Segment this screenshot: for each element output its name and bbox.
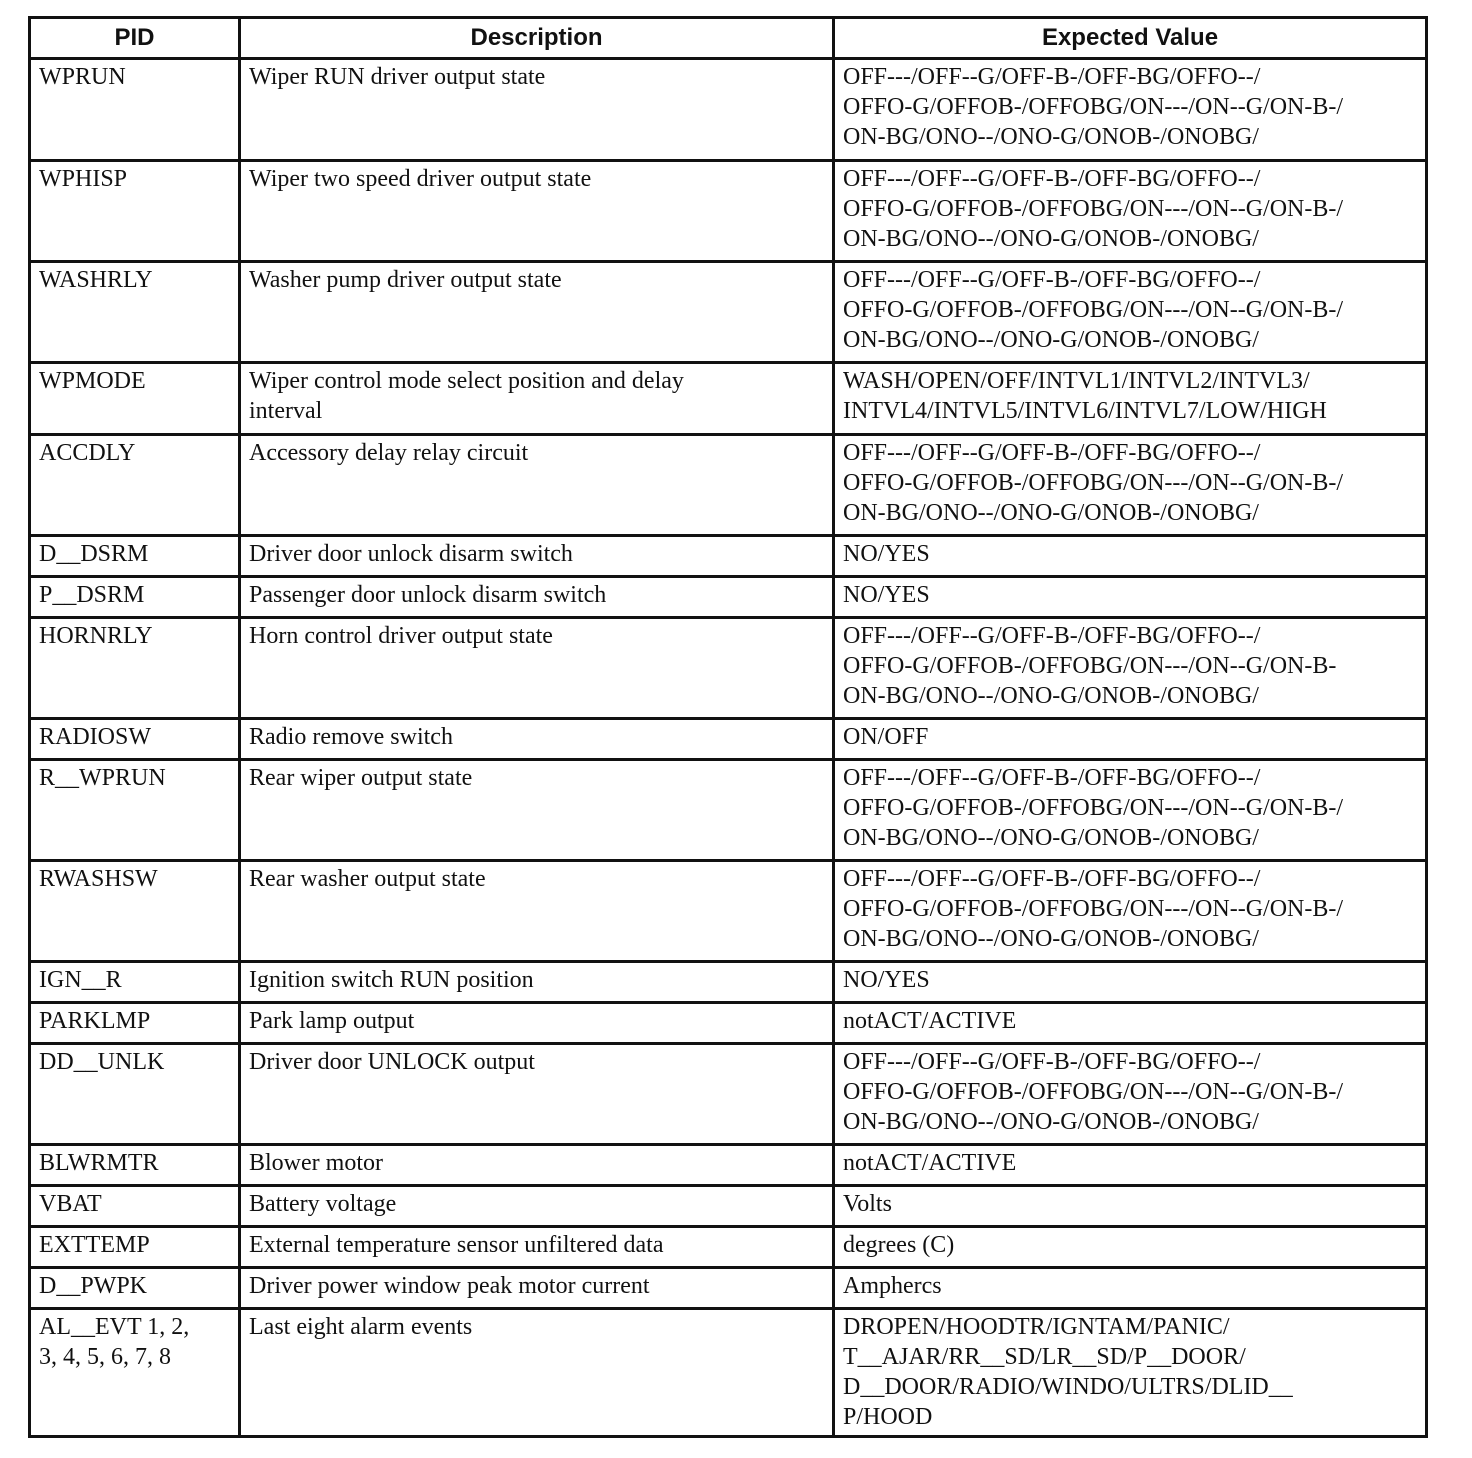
table-row (30, 1003, 1427, 1044)
expected-value-cell: NO/YES (834, 577, 1427, 618)
header-row (30, 18, 1427, 59)
expected-value-cell: degrees (C) (834, 1227, 1427, 1268)
pid-cell: WASHRLY (30, 262, 240, 363)
description-cell: Accessory delay relay circuit (240, 435, 834, 536)
description-cell: Rear washer output state (240, 861, 834, 962)
description-cell: Horn control driver output state (240, 618, 834, 719)
table-row (30, 161, 1427, 262)
expected-value-cell: Amphercs (834, 1268, 1427, 1309)
description-cell: Rear wiper output state (240, 760, 834, 861)
description-cell: Park lamp output (240, 1003, 834, 1044)
description-cell: Passenger door unlock disarm switch (240, 577, 834, 618)
expected-value-cell: NO/YES (834, 536, 1427, 577)
table-row (30, 363, 1427, 435)
expected-value-cell: notACT/ACTIVE (834, 1003, 1427, 1044)
description-cell: Driver power window peak motor current (240, 1268, 834, 1309)
table-row (30, 59, 1427, 161)
table-row (30, 1268, 1427, 1309)
expected-value-cell: OFF---/OFF--G/OFF-B-/OFF-BG/OFFO--/ OFFO-G/OFFOB-/OFFOBG/ON---/ON--G/ON-B-/ ON-BG/ONO--/ONO-G/ONOB-/ONOBG/ (834, 59, 1427, 161)
pid-cell: AL__EVT 1, 2, 3, 4, 5, 6, 7, 8 (30, 1309, 240, 1437)
header-pid: PID (30, 18, 240, 59)
expected-value-cell: OFF---/OFF--G/OFF-B-/OFF-BG/OFFO--/ OFFO-G/OFFOB-/OFFOBG/ON---/ON--G/ON-B- ON-BG/ONO--/ONO-G/ONOB-/ONOBG/ (834, 618, 1427, 719)
expected-value-cell: WASH/OPEN/OFF/INTVL1/INTVL2/INTVL3/ INTVL4/INTVL5/INTVL6/INTVL7/LOW/HIGH (834, 363, 1427, 435)
pid-cell: RWASHSW (30, 861, 240, 962)
header-expected-value: Expected Value (834, 18, 1427, 59)
expected-value-cell: Volts (834, 1186, 1427, 1227)
table-row (30, 262, 1427, 363)
table-row (30, 1044, 1427, 1145)
expected-value-cell: OFF---/OFF--G/OFF-B-/OFF-BG/OFFO--/ OFFO-G/OFFOB-/OFFOBG/ON---/ON--G/ON-B-/ ON-BG/ONO--/ONO-G/ONOB-/ONOBG/ (834, 435, 1427, 536)
pid-cell: D__PWPK (30, 1268, 240, 1309)
description-cell: Ignition switch RUN position (240, 962, 834, 1003)
pid-cell: IGN__R (30, 962, 240, 1003)
table-row (30, 1227, 1427, 1268)
pid-cell: HORNRLY (30, 618, 240, 719)
description-cell: Wiper RUN driver output state (240, 59, 834, 161)
pid-cell: VBAT (30, 1186, 240, 1227)
table-row (30, 618, 1427, 719)
pid-cell: P__DSRM (30, 577, 240, 618)
pid-cell: WPRUN (30, 59, 240, 161)
description-cell: Washer pump driver output state (240, 262, 834, 363)
pid-cell: D__DSRM (30, 536, 240, 577)
expected-value-cell: OFF---/OFF--G/OFF-B-/OFF-BG/OFFO--/ OFFO-G/OFFOB-/OFFOBG/ON---/ON--G/ON-B-/ ON-BG/ONO--/ONO-G/ONOB-/ONOBG/ (834, 861, 1427, 962)
table-row (30, 1145, 1427, 1186)
description-cell: Wiper two speed driver output state (240, 161, 834, 262)
description-cell: External temperature sensor unfiltered data (240, 1227, 834, 1268)
pid-cell: ACCDLY (30, 435, 240, 536)
pid-cell: R__WPRUN (30, 760, 240, 861)
table-row (30, 435, 1427, 536)
description-cell: Last eight alarm events (240, 1309, 834, 1437)
table-row (30, 536, 1427, 577)
pid-table (28, 16, 1428, 1438)
expected-value-cell: OFF---/OFF--G/OFF-B-/OFF-BG/OFFO--/ OFFO-G/OFFOB-/OFFOBG/ON---/ON--G/ON-B-/ ON-BG/ONO--/ONO-G/ONOB-/ONOBG/ (834, 760, 1427, 861)
table-row (30, 577, 1427, 618)
pid-cell: BLWRMTR (30, 1145, 240, 1186)
expected-value-cell: ON/OFF (834, 719, 1427, 760)
expected-value-cell: notACT/ACTIVE (834, 1145, 1427, 1186)
table-row (30, 719, 1427, 760)
expected-value-cell: OFF---/OFF--G/OFF-B-/OFF-BG/OFFO--/ OFFO-G/OFFOB-/OFFOBG/ON---/ON--G/ON-B-/ ON-BG/ONO--/ONO-G/ONOB-/ONOBG/ (834, 262, 1427, 363)
description-cell: Battery voltage (240, 1186, 834, 1227)
expected-value-cell: NO/YES (834, 962, 1427, 1003)
pid-cell: WPMODE (30, 363, 240, 435)
description-cell: Blower motor (240, 1145, 834, 1186)
header-description: Description (240, 18, 834, 59)
expected-value-cell: OFF---/OFF--G/OFF-B-/OFF-BG/OFFO--/ OFFO-G/OFFOB-/OFFOBG/ON---/ON--G/ON-B-/ ON-BG/ONO--/ONO-G/ONOB-/ONOBG/ (834, 1044, 1427, 1145)
pid-cell: PARKLMP (30, 1003, 240, 1044)
table-row (30, 962, 1427, 1003)
description-cell: Wiper control mode select position and delay interval (240, 363, 834, 435)
pid-cell: WPHISP (30, 161, 240, 262)
table-row (30, 1309, 1427, 1437)
description-cell: Driver door UNLOCK output (240, 1044, 834, 1145)
description-cell: Driver door unlock disarm switch (240, 536, 834, 577)
pid-cell: RADIOSW (30, 719, 240, 760)
table-row (30, 760, 1427, 861)
pid-cell: DD__UNLK (30, 1044, 240, 1145)
description-cell: Radio remove switch (240, 719, 834, 760)
table-row (30, 1186, 1427, 1227)
pid-cell: EXTTEMP (30, 1227, 240, 1268)
table-row (30, 861, 1427, 962)
expected-value-cell: DROPEN/HOODTR/IGNTAM/PANIC/ T__AJAR/RR__SD/LR__SD/P__DOOR/ D__DOOR/RADIO/WINDO/ULTRS/DLID__ P/HOOD (834, 1309, 1427, 1437)
expected-value-cell: OFF---/OFF--G/OFF-B-/OFF-BG/OFFO--/ OFFO-G/OFFOB-/OFFOBG/ON---/ON--G/ON-B-/ ON-BG/ONO--/ONO-G/ONOB-/ONOBG/ (834, 161, 1427, 262)
